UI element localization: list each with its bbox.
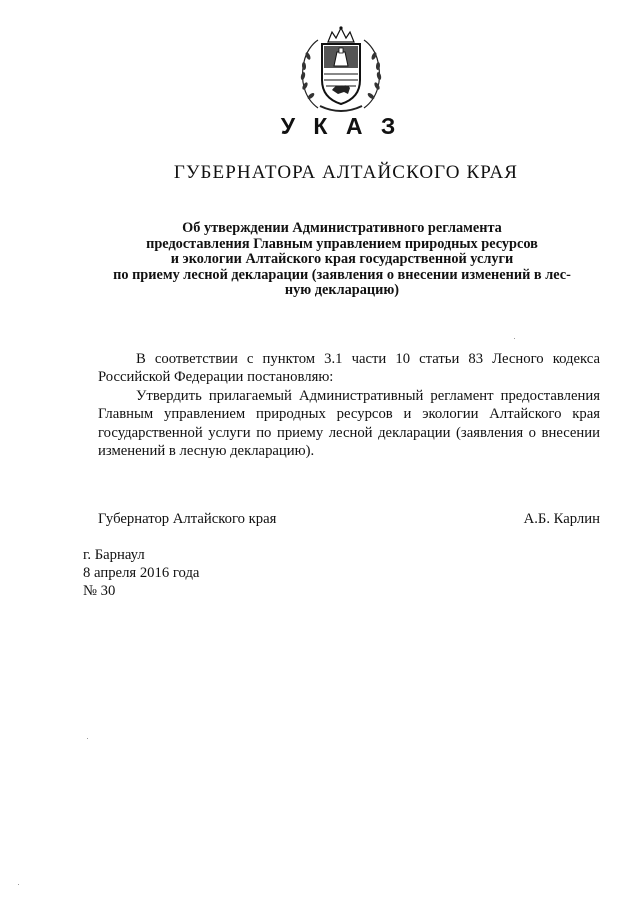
- subject-line: ную декларацию): [284, 282, 400, 299]
- city: г. Барнаул: [83, 547, 145, 563]
- scan-speck: [18, 884, 19, 885]
- subject-line: Об утверждении Административного регламента: [182, 220, 502, 236]
- resolution-paragraph: Утвердить прилагаемый Административный регламент предоставления Главным управлением природных ресурсов и экологии Алтайского края государственной услуги по приему лесной декларации (заявления о внесении изменений в лесную декларацию).: [98, 388, 600, 460]
- signatory-name: А.Б. Карлин: [523, 511, 600, 527]
- place-date-block: [83, 546, 199, 600]
- decree-subject: [108, 221, 576, 299]
- signatory-position: Губернатор Алтайского края: [98, 511, 277, 527]
- scan-speck: [514, 338, 515, 339]
- subject-line: и экологии Алтайского края государственной услуги: [170, 251, 514, 268]
- subject-line: предоставления Главным управлением природных ресурсов: [146, 235, 538, 252]
- decree-number: № 30: [83, 583, 116, 599]
- preamble-paragraph: В соответствии с пунктом 3.1 части 10 статьи 83 Лесного кодекса Российской Федерации постановляю:: [98, 351, 600, 386]
- decree-date: 8 апреля 2016 года: [83, 565, 200, 581]
- decree-title: У К А З: [280, 113, 402, 139]
- subject-line: по приему лесной декларации (заявления о внесении изменений в лес-: [113, 266, 571, 283]
- coat-of-arms-icon: [296, 24, 386, 116]
- scan-speck: [87, 738, 88, 739]
- issuer-heading: ГУБЕРНАТОРА АЛТАЙСКОГО КРАЯ: [173, 162, 519, 183]
